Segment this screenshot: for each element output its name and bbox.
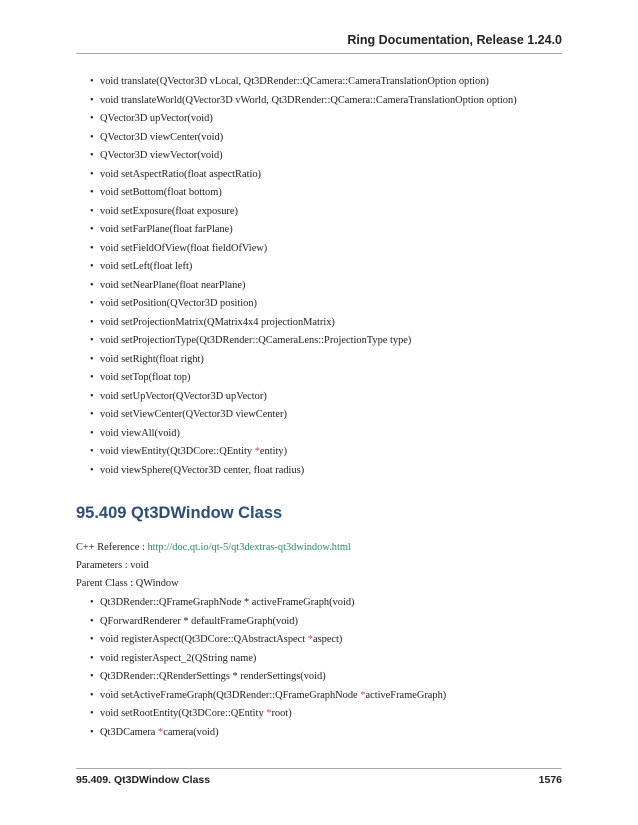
method-signature: void setLeft(float left) bbox=[100, 261, 193, 272]
list-item bbox=[90, 408, 578, 421]
list-item bbox=[90, 670, 578, 683]
method-signature-rest: camera(void) bbox=[163, 726, 219, 738]
cpp-reference bbox=[76, 541, 351, 554]
bullet-icon: • bbox=[90, 261, 94, 272]
list-item bbox=[90, 316, 578, 329]
method-signature: void translateWorld(QVector3D vWorld, Qt3DRender::QCamera::CameraTranslationOption option) bbox=[100, 94, 517, 106]
bullet-icon: • bbox=[90, 372, 94, 383]
method-signature: void setTop(float top) bbox=[100, 372, 191, 383]
bullet-icon: • bbox=[90, 615, 94, 627]
method-signature: Qt3DRender::QRenderSettings * renderSettings(void) bbox=[100, 671, 326, 682]
list-item bbox=[90, 390, 578, 403]
list-item bbox=[90, 186, 578, 199]
list-item bbox=[90, 615, 578, 628]
bullet-icon: • bbox=[90, 242, 94, 254]
method-signature: void setRight(float right) bbox=[100, 353, 204, 365]
parameters-line: Parameters : void bbox=[76, 560, 149, 571]
reference-link[interactable]: http://doc.qt.io/qt-5/qt3dextras-qt3dwindow.html bbox=[147, 542, 351, 553]
list-item bbox=[90, 75, 578, 88]
list-item bbox=[90, 279, 578, 292]
list-item bbox=[90, 205, 578, 218]
bullet-icon: • bbox=[90, 131, 94, 143]
list-item bbox=[90, 334, 578, 347]
list-item bbox=[90, 652, 578, 665]
camera-method-list bbox=[90, 75, 578, 482]
bullet-icon: • bbox=[90, 335, 94, 346]
reference-label: C++ Reference : bbox=[76, 542, 148, 553]
bullet-icon: • bbox=[90, 652, 94, 664]
list-item bbox=[90, 131, 578, 144]
list-item bbox=[90, 353, 578, 366]
method-signature: Qt3DRender::QFrameGraphNode * activeFrameGraph(void) bbox=[100, 597, 355, 608]
method-signature: void viewSphere(QVector3D center, float radius) bbox=[100, 464, 305, 476]
page-number: 1576 bbox=[538, 774, 562, 786]
method-signature: void registerAspect_2(QString name) bbox=[100, 652, 257, 664]
list-item bbox=[90, 94, 578, 107]
bullet-icon: • bbox=[90, 94, 94, 106]
bullet-icon: • bbox=[90, 76, 94, 87]
pointer-star: * bbox=[360, 689, 366, 701]
bullet-icon: • bbox=[90, 205, 94, 217]
list-item bbox=[90, 168, 578, 181]
bullet-icon: • bbox=[90, 390, 94, 402]
window-method-list bbox=[90, 596, 578, 744]
method-signature: void registerAspect(Qt3DCore::QAbstractAspect bbox=[100, 634, 308, 645]
bullet-icon: • bbox=[90, 689, 94, 701]
method-signature: void viewEntity(Qt3DCore::QEntity bbox=[100, 446, 255, 457]
pointer-star: * bbox=[158, 726, 164, 738]
method-signature: void setProjectionMatrix(QMatrix4x4 projectionMatrix) bbox=[100, 316, 335, 328]
page-header bbox=[76, 33, 562, 47]
list-item bbox=[90, 242, 578, 255]
method-signature: void setProjectionType(Qt3DRender::QCameraLens::ProjectionType type) bbox=[100, 335, 412, 346]
header-title: Ring Documentation, Release 1.24.0 bbox=[347, 33, 562, 47]
list-item bbox=[90, 633, 578, 646]
list-item bbox=[90, 427, 578, 440]
bullet-icon: • bbox=[90, 446, 94, 457]
method-signature: void setActiveFrameGraph(Qt3DRender::QFrameGraphNode bbox=[100, 689, 361, 701]
method-signature: void viewAll(void) bbox=[100, 427, 180, 439]
method-signature: void setAspectRatio(float aspectRatio) bbox=[100, 168, 262, 180]
list-item bbox=[90, 112, 578, 125]
bullet-icon: • bbox=[90, 671, 94, 682]
method-signature: void translate(QVector3D vLocal, Qt3DRender::QCamera::CameraTranslationOption option) bbox=[100, 76, 489, 87]
method-signature: void setFarPlane(float farPlane) bbox=[100, 224, 233, 235]
method-signature: void setViewCenter(QVector3D viewCenter) bbox=[100, 409, 287, 420]
method-signature: void setRootEntity(Qt3DCore::QEntity bbox=[100, 708, 267, 719]
bullet-icon: • bbox=[90, 316, 94, 328]
page-footer bbox=[76, 774, 562, 786]
bullet-icon: • bbox=[90, 150, 94, 161]
bullet-icon: • bbox=[90, 353, 94, 365]
list-item bbox=[90, 464, 578, 477]
pointer-star: * bbox=[307, 634, 313, 645]
parent-class-line: Parent Class : QWindow bbox=[76, 578, 179, 589]
method-signature-rest: root) bbox=[271, 708, 292, 719]
method-signature: void setUpVector(QVector3D upVector) bbox=[100, 390, 267, 402]
bullet-icon: • bbox=[90, 427, 94, 439]
list-item bbox=[90, 223, 578, 236]
bullet-icon: • bbox=[90, 464, 94, 476]
method-signature-rest: activeFrameGraph) bbox=[365, 689, 447, 701]
list-item bbox=[90, 297, 578, 310]
header-divider bbox=[76, 53, 562, 54]
bullet-icon: • bbox=[90, 298, 94, 309]
method-signature: QVector3D viewCenter(void) bbox=[100, 131, 224, 143]
method-signature: void setBottom(float bottom) bbox=[100, 187, 222, 198]
method-signature: Qt3DCamera bbox=[100, 726, 158, 738]
method-signature-rest: aspect) bbox=[312, 634, 343, 645]
list-item bbox=[90, 726, 578, 739]
list-item bbox=[90, 149, 578, 162]
method-signature: QForwardRenderer * defaultFrameGraph(void) bbox=[100, 615, 298, 627]
method-signature: void setExposure(float exposure) bbox=[100, 205, 238, 217]
section-heading: 95.409 Qt3DWindow Class bbox=[76, 504, 283, 522]
list-item bbox=[90, 371, 578, 384]
method-signature-rest: entity) bbox=[259, 446, 288, 457]
method-signature: void setFieldOfView(float fieldOfView) bbox=[100, 242, 268, 254]
footer-section: 95.409. Qt3DWindow Class bbox=[76, 774, 211, 786]
bullet-icon: • bbox=[90, 187, 94, 198]
method-signature: void setPosition(QVector3D position) bbox=[100, 298, 258, 309]
bullet-icon: • bbox=[90, 597, 94, 608]
list-item bbox=[90, 596, 578, 609]
method-signature: void setNearPlane(float nearPlane) bbox=[100, 279, 246, 291]
bullet-icon: • bbox=[90, 708, 94, 719]
bullet-icon: • bbox=[90, 279, 94, 291]
method-signature: QVector3D upVector(void) bbox=[100, 113, 213, 124]
pointer-star: * bbox=[254, 446, 260, 457]
bullet-icon: • bbox=[90, 224, 94, 235]
method-signature: QVector3D viewVector(void) bbox=[100, 150, 223, 161]
list-item bbox=[90, 260, 578, 273]
bullet-icon: • bbox=[90, 726, 94, 738]
bullet-icon: • bbox=[90, 409, 94, 420]
list-item bbox=[90, 689, 578, 702]
pointer-star: * bbox=[266, 708, 272, 719]
bullet-icon: • bbox=[90, 634, 94, 645]
list-item bbox=[90, 445, 578, 458]
list-item bbox=[90, 707, 578, 720]
bullet-icon: • bbox=[90, 113, 94, 124]
footer-divider bbox=[76, 768, 562, 769]
bullet-icon: • bbox=[90, 168, 94, 180]
